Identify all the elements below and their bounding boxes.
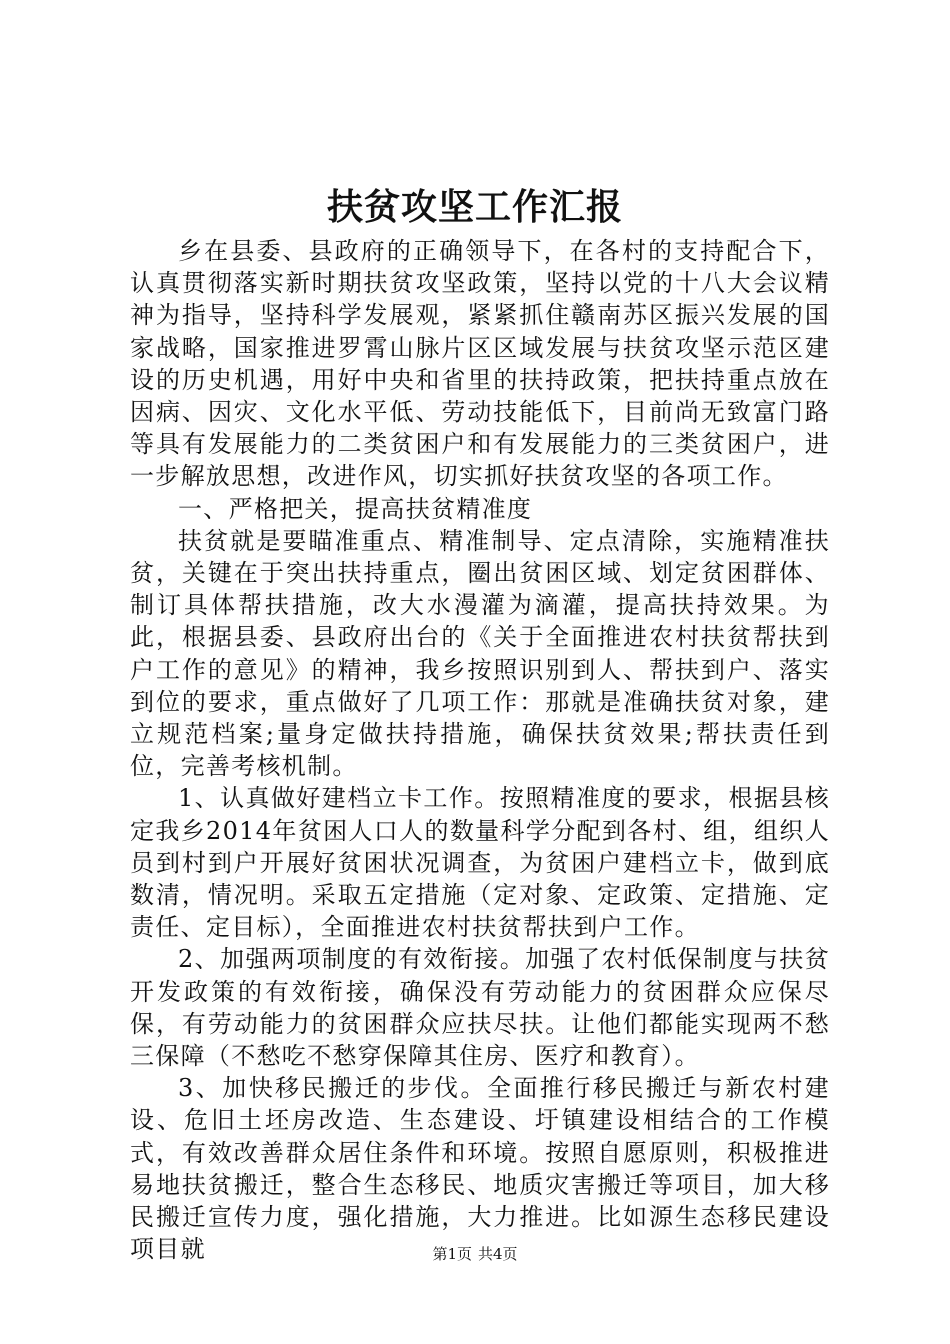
page-total: 共4页 (478, 1245, 518, 1263)
document-body (130, 235, 830, 1266)
document-title: 扶贫攻坚工作汇报 (326, 186, 623, 228)
item-paragraph-1: 1、认真做好建档立卡工作。按照精准度的要求，根据县核定我乡2014年贫困人口人的数量科学分配到各村、组，组织人员到村到户开展好贫困状况调查，为贫困户建档立卡，做到底数清，情况明。采取五定措施（定对象、定政策、定措施、定责任、定目标），全面推进农村扶贫帮扶到户工作。 (130, 784, 830, 942)
section-paragraph: 扶贫就是要瞄准重点、精准制导、定点清除，实施精准扶贫，关键在于突出扶持重点，圈出贫困区域、划定贫困群体、制订具体帮扶措施，改大水漫灌为滴灌，提高扶持效果。为此，根据县委、县政府出台的《关于全面推进农村扶贫帮扶到户工作的意见》的精神，我乡按照识别到人、帮扶到户、落实到位的要求，重点做好了几项工作：那就是准确扶贫对象，建立规范档案;量身定做扶持措施，确保扶贫效果;帮扶责任到位，完善考核机制。 (130, 526, 830, 781)
section-heading: 一、严格把关，提高扶贫精准度 (178, 494, 533, 523)
page-footer (0, 1244, 950, 1264)
page-number: 第1页 (432, 1245, 472, 1263)
item-paragraph-3: 3、加快移民搬迁的步伐。全面推行移民搬迁与新农村建设、危旧土坯房改造、生态建设、圩镇建设相结合的工作模式，有效改善群众居住条件和环境。按照自愿原则，积极推进易地扶贫搬迁，整合生态移民、地质灾害搬迁等项目，加大移民搬迁宣传力度，强化措施，大力推进。比如源生态移民建设项目就 (130, 1074, 830, 1264)
intro-paragraph: 乡在县委、县政府的正确领导下，在各村的支持配合下，认真贯彻落实新时期扶贫攻坚政策，坚持以党的十八大会议精神为指导，坚持科学发展观，紧紧抓住赣南苏区振兴发展的国家战略，国家推进罗霄山脉片区区域发展与扶贫攻坚示范区建设的历史机遇，用好中央和省里的扶持政策，把扶持重点放在因病、因灾、文化水平低、劳动技能低下，目前尚无致富门路等具有发展能力的二类贫困户和有发展能力的三类贫困户，进一步解放思想，改进作风，切实抓好扶贫攻坚的各项工作。 (130, 237, 830, 491)
item-paragraph-2: 2、加强两项制度的有效衔接。加强了农村低保制度与扶贫开发政策的有效衔接，确保没有劳动能力的贫困群众应保尽保，有劳动能力的贫困群众应扶尽扶。让他们都能实现两不愁三保障（不愁吃不愁穿保障其住房、医疗和教育）。 (130, 945, 830, 1071)
